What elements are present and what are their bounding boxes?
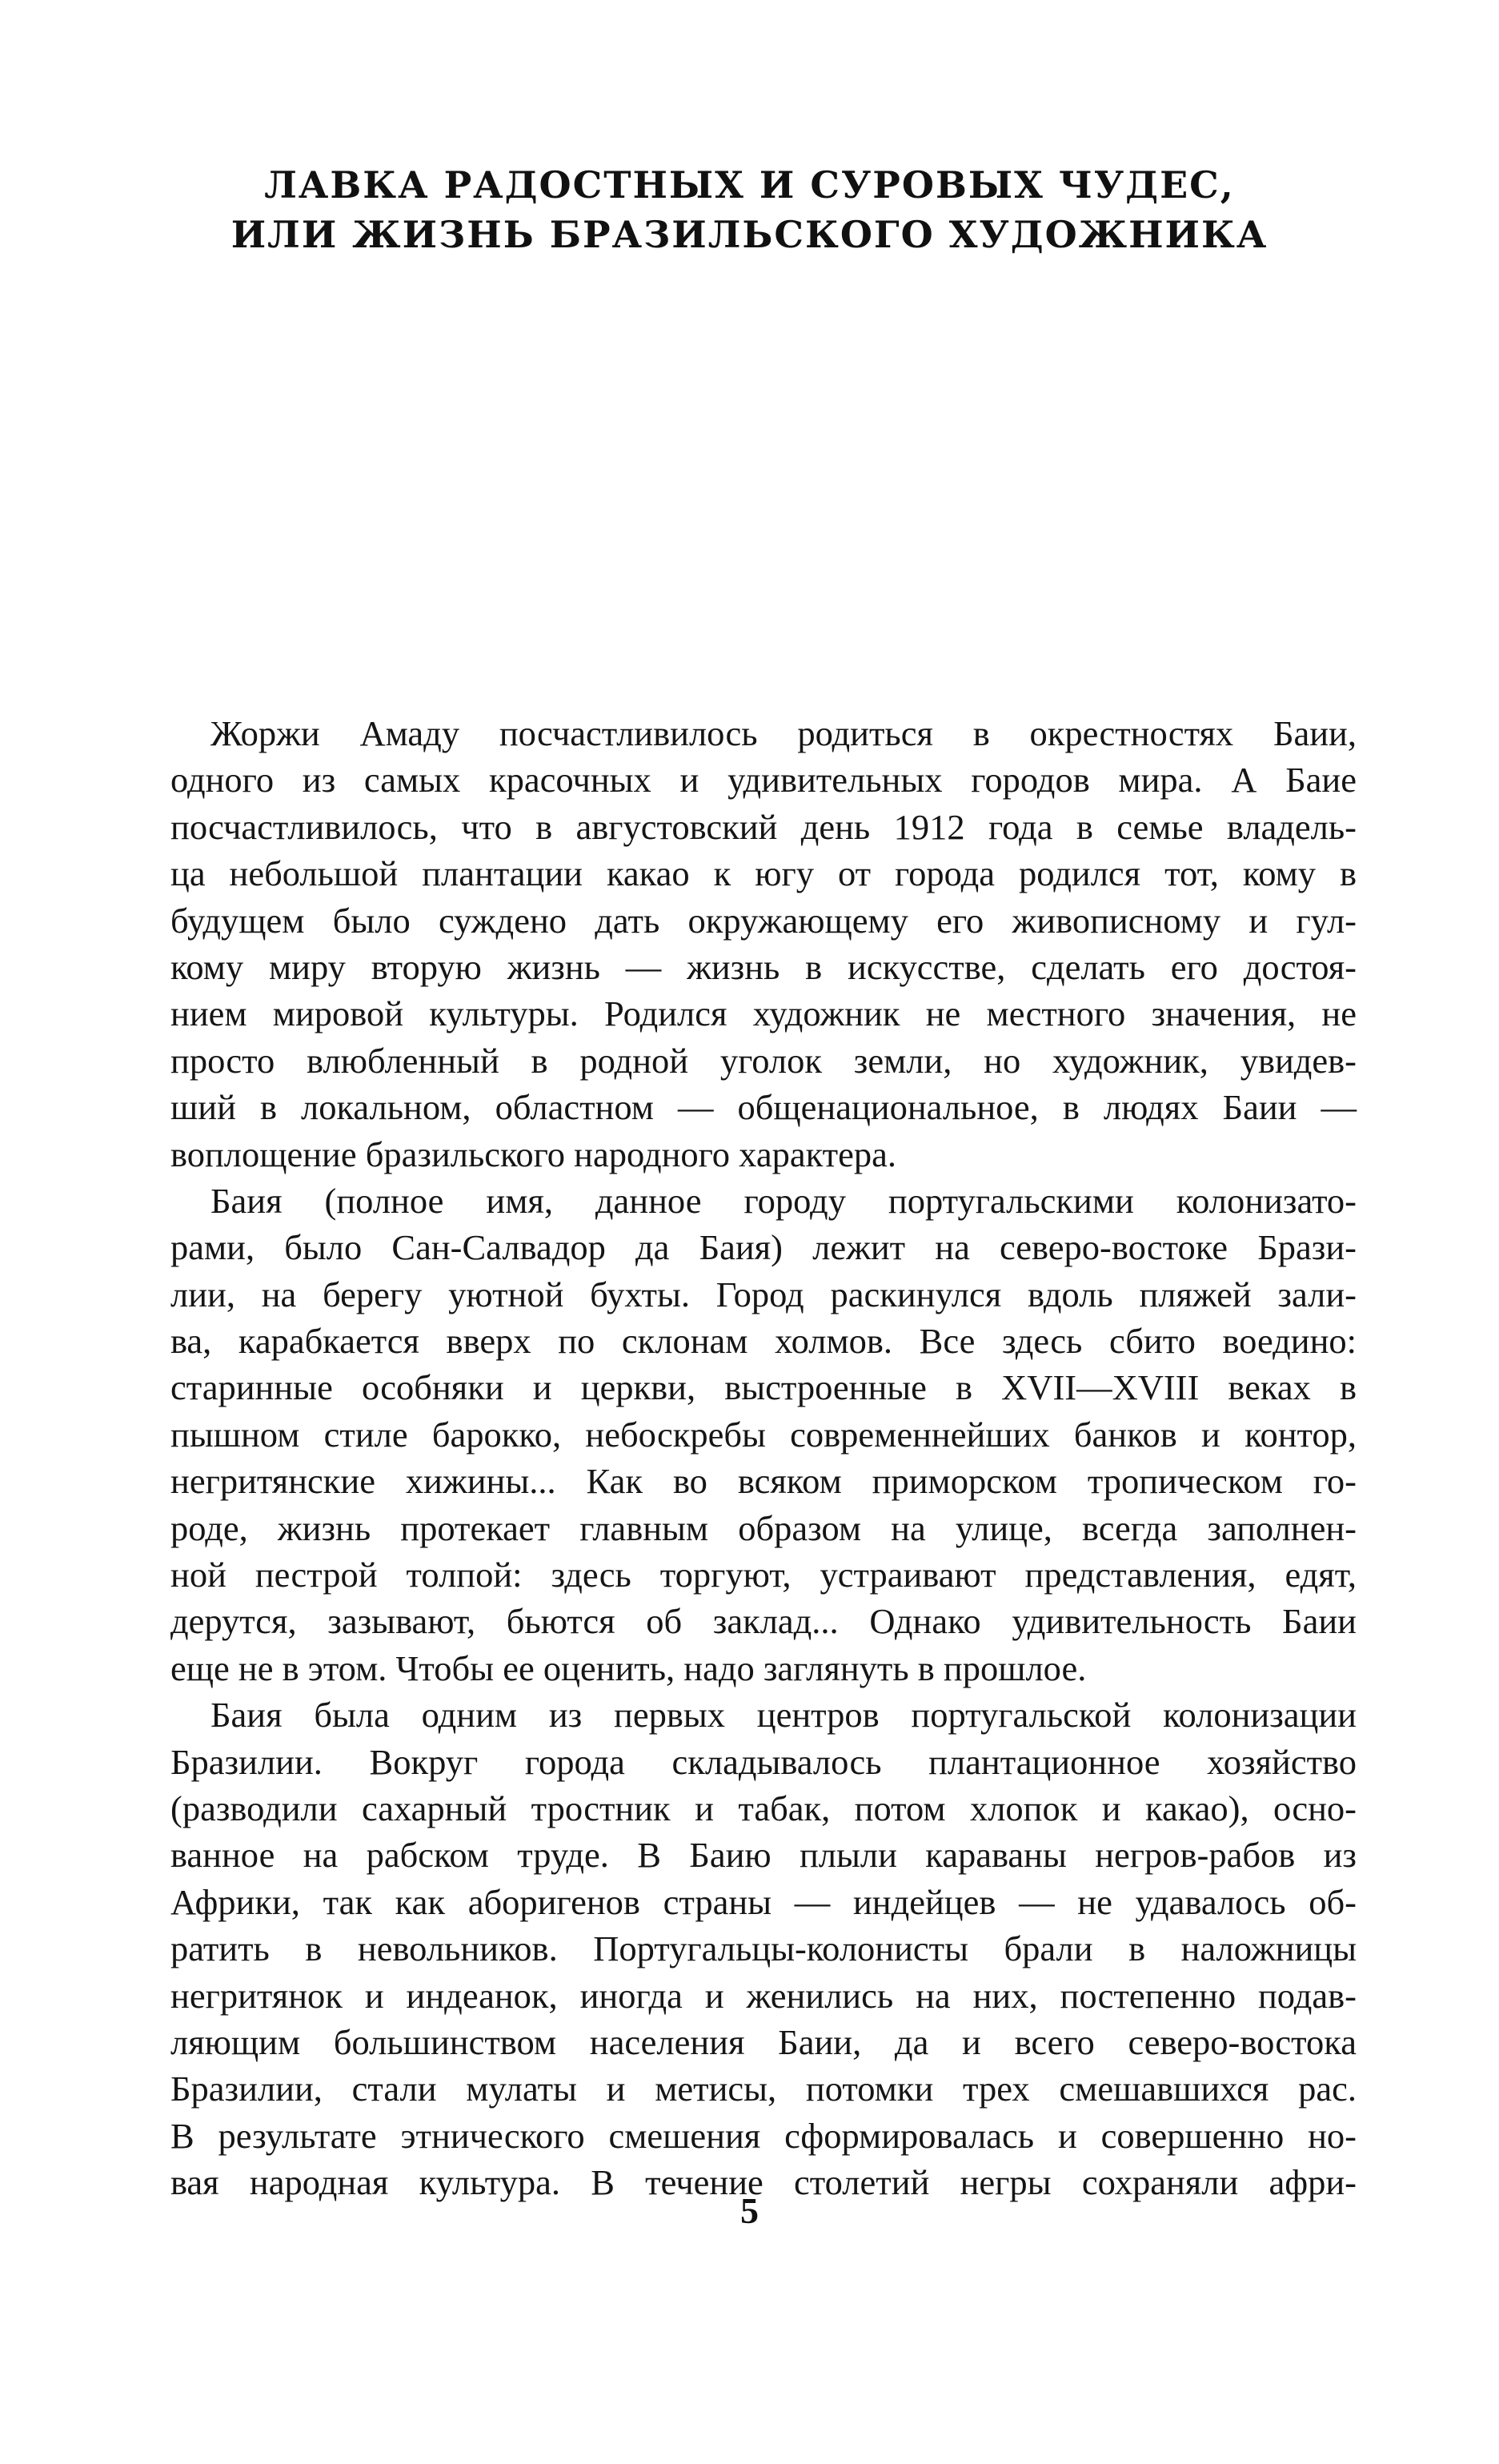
text-line: просто влюбленный в родной уголок земли, но художник, увидев-	[170, 1040, 1357, 1081]
text-line: дерутся, зазывают, бьются об заклад... Однако удивительность Баии	[170, 1601, 1357, 1642]
text-line: пышном стиле барокко, небоскребы современнейших банков и контор,	[170, 1414, 1357, 1455]
text-line: воплощение бразильского народного характера.	[170, 1134, 896, 1174]
text-line: еще не в этом. Чтобы ее оценить, надо заглянуть в прошлое.	[170, 1647, 1087, 1688]
text-line: Бразилии, стали мулаты и метисы, потомки трех смешавшихся рас.	[170, 2069, 1357, 2109]
text-line: ва, карабкается вверх по склонам холмов. Все здесь сбито воедино:	[170, 1321, 1357, 1362]
paragraph-2	[170, 1178, 1357, 1691]
text-line: ванное на рабском труде. В Баию плыли караваны негров-рабов из	[170, 1835, 1357, 1876]
paragraph-1	[170, 710, 1357, 1178]
text-line: ратить в невольников. Португальцы-колонисты брали в наложницы	[170, 1928, 1357, 1969]
chapter-title	[0, 160, 1499, 259]
text-line: В результате этнического смешения сформировалась и совершенно но-	[170, 2115, 1357, 2156]
page-number: 5	[740, 2190, 759, 2231]
text-line: кому миру вторую жизнь — жизнь в искусстве, сделать его достоя-	[170, 946, 1357, 987]
text-line: Жоржи Амаду посчастливилось родиться в окрестностях Баии,	[210, 713, 1357, 753]
text-line: Африки, так как аборигенов страны — индейцев — не удавалось об-	[170, 1881, 1357, 1922]
chapter-title-line-2: ИЛИ ЖИЗНЬ БРАЗИЛЬСКОГО ХУДОЖНИКА	[230, 213, 1269, 256]
text-line: старинные особняки и церкви, выстроенные в XVII—XVIII веках в	[170, 1367, 1357, 1408]
paragraph-3	[170, 1691, 1357, 2205]
text-line: негритянок и индеанок, иногда и женились на них, постепенно подав-	[170, 1975, 1357, 2016]
text-line: (разводили сахарный тростник и табак, потом хлопок и какао), осно-	[170, 1788, 1357, 1828]
text-line: ший в локальном, областном — общенациональное, в людях Баии —	[170, 1087, 1357, 1128]
chapter-title-line-1: ЛАВКА РАДОСТНЫХ И СУРОВЫХ ЧУДЕС,	[264, 163, 1235, 207]
text-line: вая народная культура. В течение столетий негры сохраняли афри-	[170, 2162, 1357, 2203]
text-line: ца небольшой плантации какао к югу от города родился тот, кому в	[170, 853, 1357, 894]
text-line: Баия была одним из первых центров португальской колонизации	[210, 1695, 1357, 1736]
text-line: посчастливилось, что в августовский день 1912 года в семье владель-	[170, 806, 1357, 847]
text-line: негритянские хижины... Как во всяком приморском тропическом го-	[170, 1461, 1357, 1502]
text-line: одного из самых красочных и удивительных городов мира. А Баие	[170, 760, 1357, 801]
text-line: лии, на берегу уютной бухты. Город раскинулся вдоль пляжей зали-	[170, 1274, 1357, 1314]
text-line: будущем было суждено дать окружающему его живописному и гул-	[170, 900, 1357, 941]
body-text	[170, 710, 1357, 2206]
text-line: Бразилии. Вокруг города складывалось плантационное хозяйство	[170, 1741, 1357, 1782]
text-line: рами, было Сан-Салвадор да Баия) лежит на северо-востоке Брази-	[170, 1227, 1357, 1268]
text-line: ляющим большинством населения Баии, да и всего северо-востока	[170, 2021, 1357, 2062]
text-line: нием мировой культуры. Родился художник не местного значения, не	[170, 993, 1357, 1034]
text-line: ной пестрой толпой: здесь торгуют, устраивают представления, едят,	[170, 1555, 1357, 1595]
text-line: Баия (полное имя, данное городу португальскими колонизато-	[210, 1180, 1357, 1221]
text-line: роде, жизнь протекает главным образом на улице, всегда заполнен-	[170, 1507, 1357, 1548]
